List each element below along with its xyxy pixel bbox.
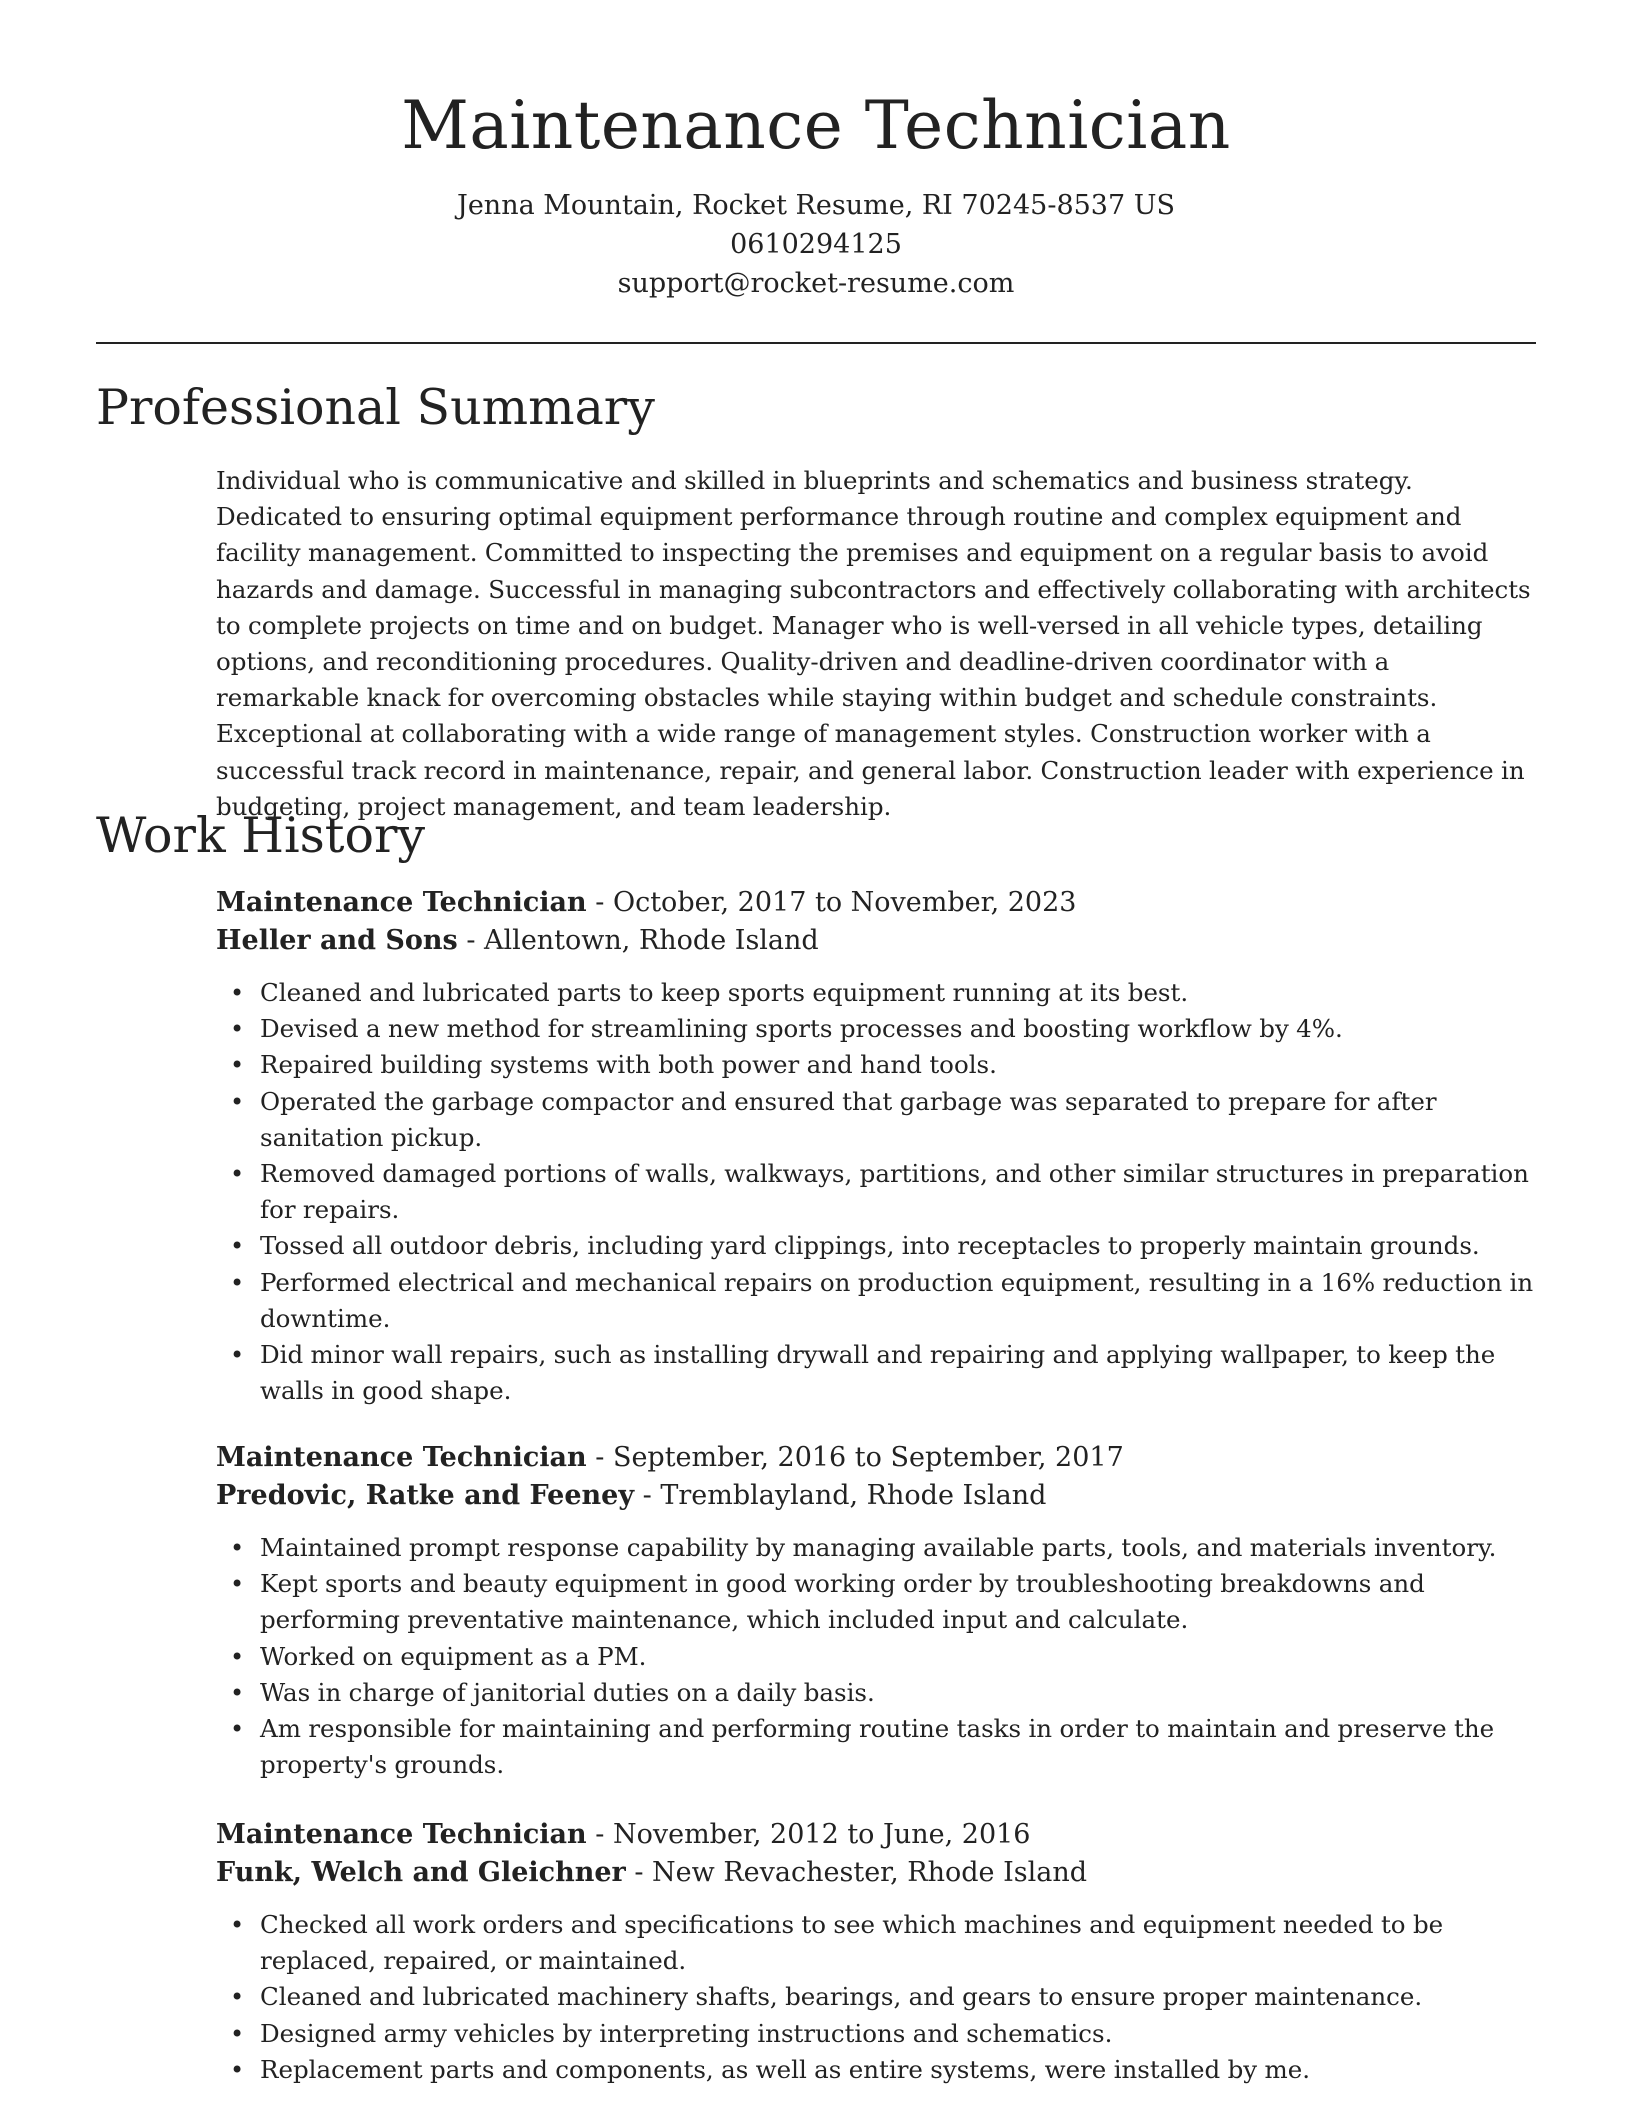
job-company: Heller and Sons: [216, 925, 458, 956]
job-title-line: [216, 1816, 1538, 1854]
duty-text: Worked on equipment as a PM.: [260, 1641, 647, 1671]
bullet-icon: •: [230, 1268, 245, 1297]
section-heading-summary: Professional Summary: [96, 379, 655, 436]
separator: -: [634, 1480, 661, 1511]
separator: -: [586, 1442, 613, 1473]
duty-item: [216, 975, 1538, 1011]
duty-text: Checked all work orders and specifications to see which machines and equipment needed to be replaced, repaired, or maintained.: [260, 1910, 1444, 1976]
section-heading-work-history: Work History: [96, 807, 426, 864]
job-dates: October, 2017 to November, 2023: [612, 887, 1077, 918]
separator: -: [625, 1857, 653, 1888]
duty-item: [216, 1711, 1538, 1783]
duty-item: [216, 1084, 1538, 1156]
duty-text: Repaired building systems with both power and hand tools.: [260, 1050, 997, 1080]
contact-address: Jenna Mountain, Rocket Resume, RI 70245-8537 US: [457, 190, 1175, 221]
duty-item: [216, 2016, 1538, 2052]
separator: -: [457, 925, 485, 956]
duty-item: [216, 1907, 1538, 1979]
job-entry: [216, 884, 1538, 1409]
contact-email: support@rocket-resume.com: [617, 268, 1015, 299]
duty-text: Am responsible for maintaining and performing routine tasks in order to maintain and preserve the property's grounds.: [260, 1714, 1495, 1780]
bullet-icon: •: [230, 1232, 245, 1261]
duty-item: [216, 1265, 1538, 1337]
contact-phone: 0610294125: [730, 229, 902, 260]
duty-list: [216, 975, 1538, 1409]
bullet-icon: •: [230, 1087, 245, 1116]
duty-item: [216, 1156, 1538, 1228]
duty-text: Maintained prompt response capability by managing available parts, tools, and materials inventory.: [260, 1533, 1497, 1562]
job-company-line: [216, 1477, 1538, 1515]
bullet-icon: •: [230, 1715, 245, 1744]
duty-item: [216, 1011, 1538, 1047]
job-dates: November, 2012 to June, 2016: [612, 1819, 1031, 1850]
duty-list: [216, 1907, 1538, 2088]
duty-item: [216, 1047, 1538, 1083]
bullet-icon: •: [230, 1642, 245, 1671]
separator: -: [586, 1819, 613, 1850]
job-title-line: [216, 884, 1538, 922]
job-location: New Revachester, Rhode Island: [652, 1857, 1088, 1888]
resume-title: Maintenance Technician: [401, 87, 1231, 164]
job-title: Maintenance Technician: [216, 887, 587, 918]
bullet-icon: •: [230, 2019, 245, 2048]
duty-text: Removed damaged portions of walls, walkways, partitions, and other similar structures in preparation for repairs.: [260, 1159, 1529, 1225]
bullet-icon: •: [230, 2055, 245, 2084]
contact-block: [0, 186, 1632, 303]
bullet-icon: •: [230, 1015, 245, 1044]
job-company-line: [216, 922, 1538, 960]
duty-list: [216, 1530, 1538, 1783]
job-title: Maintenance Technician: [216, 1819, 587, 1850]
duty-text: Performed electrical and mechanical repairs on production equipment, resulting in a 16% reduction in downtime.: [260, 1267, 1534, 1333]
job-company: Funk, Welch and Gleichner: [216, 1857, 626, 1888]
summary-text: Individual who is communicative and skilled in blueprints and schematics and business strategy. Dedicated to ensuring optimal equipment performance through routine and complex equipment and facility management. Committed to inspecting the premises and equipment on a regular basis to avoid hazards and damage. Successful in managing subcontractors and effectively collaborating with architects to complete projects on time and on budget. Manager who is well-versed in all vehicle types, detailing options, and reconditioning procedures. Quality-driven and deadline-driven coordinator with a remarkable knack for overcoming obstacles while staying within budget and schedule constraints. Exceptional at collaborating with a wide range of management styles. Construction worker with a successful track record in maintenance, repair, and general labor. Construction leader with experience in budgeting, project management, and team leadership.: [216, 466, 1531, 821]
duty-text: Designed army vehicles by interpreting instructions and schematics.: [260, 2018, 1113, 2048]
duty-text: Devised a new method for streamlining sports processes and boosting workflow by 4%.: [260, 1014, 1343, 1044]
job-entry: [216, 1439, 1538, 1783]
bullet-icon: •: [230, 1570, 245, 1599]
job-title-line: [216, 1439, 1538, 1477]
job-location: Tremblayland, Rhode Island: [660, 1480, 1047, 1511]
duty-text: Was in charge of janitorial duties on a daily basis.: [260, 1677, 875, 1707]
bullet-icon: •: [230, 1534, 245, 1562]
bullet-icon: •: [230, 1983, 245, 2012]
duty-text: Replacement parts and components, as well as entire systems, were installed by me.: [260, 2054, 1311, 2084]
resume-header: [0, 82, 1632, 303]
job-company-line: [216, 1854, 1538, 1892]
bullet-icon: •: [230, 1678, 245, 1707]
duty-item: [216, 2052, 1538, 2088]
bullet-icon: •: [230, 979, 245, 1007]
duty-item: [216, 1337, 1538, 1409]
job-dates: September, 2016 to September, 2017: [612, 1442, 1124, 1473]
bullet-icon: •: [230, 1160, 245, 1189]
header-divider: [96, 342, 1536, 344]
bullet-icon: •: [230, 1911, 245, 1939]
bullet-icon: •: [230, 1341, 245, 1370]
duty-item: [216, 1979, 1538, 2015]
duty-text: Cleaned and lubricated machinery shafts, bearings, and gears to ensure proper maintenance.: [260, 1982, 1423, 2012]
job-title: Maintenance Technician: [216, 1442, 587, 1473]
duty-item: [216, 1639, 1538, 1675]
duty-item: [216, 1530, 1538, 1566]
duty-text: Kept sports and beauty equipment in good working order by troubleshooting breakdowns and performing preventative maintenance, which included input and calculate.: [260, 1569, 1425, 1635]
job-location: Allentown, Rhode Island: [484, 925, 819, 956]
duty-text: Operated the garbage compactor and ensured that garbage was separated to prepare for after sanitation pickup.: [260, 1086, 1437, 1152]
duty-item: [216, 1228, 1538, 1264]
duty-text: Did minor wall repairs, such as installing drywall and repairing and applying wallpaper, to keep the walls in good shape.: [260, 1340, 1496, 1406]
job-company: Predovic, Ratke and Feeney: [216, 1480, 635, 1511]
duty-text: Tossed all outdoor debris, including yard clippings, into receptacles to properly maintain grounds.: [260, 1231, 1480, 1261]
separator: -: [586, 887, 613, 918]
duty-text: Cleaned and lubricated parts to keep sports equipment running at its best.: [260, 978, 1189, 1007]
job-entry: [216, 1816, 1538, 2088]
duty-item: [216, 1566, 1538, 1638]
duty-item: [216, 1675, 1538, 1711]
bullet-icon: •: [230, 1051, 245, 1080]
